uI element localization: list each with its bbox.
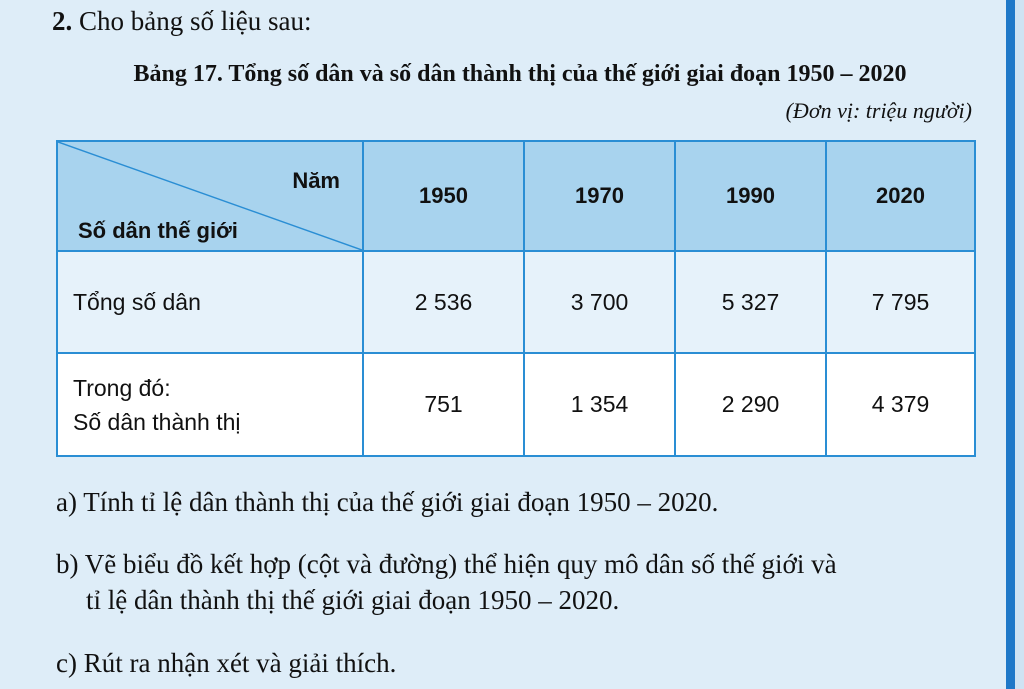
population-table xyxy=(56,140,976,457)
year-header: 1970 xyxy=(524,141,675,251)
page-edge xyxy=(1015,0,1024,689)
table-caption: Bảng 17. Tổng số dân và số dân thành thị của thế giới giai đoạn 1950 – 2020 xyxy=(133,61,907,87)
question-b xyxy=(56,546,837,618)
question-a: a) Tính tỉ lệ dân thành thị của thế giới giai đoạn 1950 – 2020. xyxy=(56,487,719,517)
exercise-intro: Cho bảng số liệu sau: xyxy=(79,6,312,36)
row-label-line: Số dân thành thị xyxy=(73,408,241,435)
year-axis-label: Năm xyxy=(292,168,340,193)
corner-header-cell xyxy=(57,141,363,251)
table-cell: 7 795 xyxy=(826,251,975,353)
table-cell: 2 536 xyxy=(363,251,524,353)
table-cell: 1 354 xyxy=(524,353,675,456)
exercise-heading xyxy=(52,4,311,38)
table-header-row xyxy=(57,141,975,251)
table-cell: 3 700 xyxy=(524,251,675,353)
unit-note: (Đơn vị: triệu người) xyxy=(785,98,972,123)
exercise-number: 2. xyxy=(52,6,73,36)
row-label-line: Trong đó: xyxy=(73,374,171,401)
row-label xyxy=(57,251,363,353)
table-cell: 2 290 xyxy=(675,353,826,456)
table-row-total-population xyxy=(57,251,975,353)
question-b-line: tỉ lệ dân thành thị thế giới giai đoạn 1950 – 2020. xyxy=(86,585,620,615)
year-header: 2020 xyxy=(826,141,975,251)
table-cell: 4 379 xyxy=(826,353,975,456)
table-cell: 5 327 xyxy=(675,251,826,353)
table-cell: 751 xyxy=(363,353,524,456)
year-header: 1950 xyxy=(363,141,524,251)
population-axis-label: Số dân thế giới xyxy=(78,218,238,243)
page-accent-bar xyxy=(1006,0,1015,689)
question-b-line: b) Vẽ biểu đồ kết hợp (cột và đường) thể hiện quy mô dân số thế giới và xyxy=(56,549,837,579)
row-label-line: Tổng số dân xyxy=(73,289,201,315)
question-c: c) Rút ra nhận xét và giải thích. xyxy=(56,648,397,678)
year-header: 1990 xyxy=(675,141,826,251)
row-label xyxy=(57,353,363,456)
table-row-urban-population xyxy=(57,353,975,456)
